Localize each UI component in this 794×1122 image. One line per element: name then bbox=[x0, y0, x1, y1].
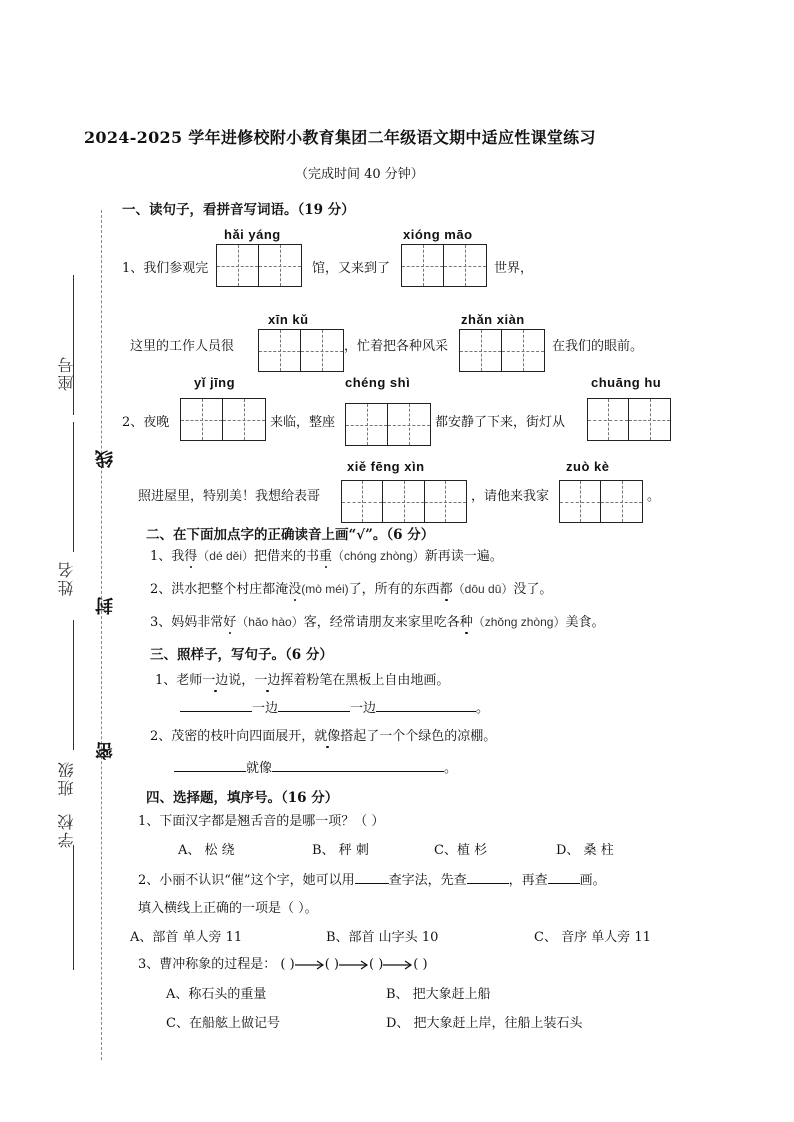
s3-a1-w1: 一边 bbox=[252, 701, 279, 716]
s4-q2-blank2[interactable] bbox=[467, 870, 509, 884]
s4-q1-option-c[interactable]: C、植 杉 bbox=[434, 843, 488, 858]
s4-q2-c: ，再查 bbox=[508, 873, 548, 888]
section-2-heading: 二、在下面加点字的正确读音上画“√”。（6 分） bbox=[146, 527, 435, 543]
s2-q2 bbox=[150, 578, 552, 597]
s3-q1 bbox=[155, 669, 449, 688]
pinyin-chuanghu: chuāng hu bbox=[591, 375, 662, 390]
binding-line-3 bbox=[73, 620, 74, 750]
pinyin-xinku: xīn kǔ bbox=[268, 312, 309, 327]
binding-line-4 bbox=[73, 845, 74, 970]
s4-q3-option-b[interactable]: B、 把大象赶上船 bbox=[386, 987, 491, 1002]
section-4-heading: 四、选择题，填序号。（16 分） bbox=[146, 790, 339, 806]
q2-line2-text-c: 。 bbox=[647, 489, 661, 504]
binding-dashed-line bbox=[101, 210, 102, 1060]
writing-box-chuanghu[interactable] bbox=[587, 398, 671, 441]
s3-a2-blank2[interactable] bbox=[272, 758, 444, 772]
s3-a1-w2: 一边 bbox=[350, 701, 377, 716]
writing-box-xinku[interactable] bbox=[258, 329, 344, 372]
writing-box-zuoke[interactable] bbox=[559, 480, 643, 523]
s4-q3-paren-4[interactable]: ( ) bbox=[413, 957, 428, 972]
s2-q1-c: 新再读一遍。 bbox=[424, 549, 503, 564]
s4-q2-option-c[interactable]: C、 音序 单人旁 11 bbox=[534, 930, 651, 945]
q2-line1-text-c: 都安静了下来，街灯从 bbox=[435, 415, 566, 430]
s4-q2-blank3[interactable] bbox=[548, 870, 580, 884]
s4-q3-paren-1[interactable]: ( ) bbox=[280, 957, 295, 972]
s3-q1-c: 挥着粉笔在黑板上自由地画。 bbox=[280, 673, 450, 688]
s3-a1-blank1[interactable] bbox=[180, 698, 252, 712]
binding-line-1 bbox=[73, 275, 74, 415]
s2-q3-b: 客，经常请朋友来家里吃各 bbox=[303, 615, 460, 630]
s2-q3-py1[interactable]: （hǎo hào） bbox=[236, 615, 304, 629]
s4-q3-option-a[interactable]: A、称石头的重量 bbox=[166, 987, 267, 1002]
s3-q2-b: 搭起了一个个绿色的凉棚。 bbox=[340, 729, 497, 744]
s3-a2-w1: 就像 bbox=[246, 761, 273, 776]
q2-line1-text-b: 来临，整座 bbox=[270, 415, 336, 430]
s3-a1-end: 。 bbox=[476, 701, 490, 716]
s2-q2-dot2: 都 bbox=[439, 582, 453, 597]
school-label: 学校 bbox=[57, 812, 76, 848]
s2-q2-b: 了，所有的东西 bbox=[348, 582, 440, 597]
s4-q1: 1、下面汉字都是翘舌音的是哪一项？（ ） bbox=[138, 814, 385, 829]
binding-line-2 bbox=[73, 422, 74, 552]
s4-q3 bbox=[138, 953, 428, 972]
s2-q1-dot2: 重 bbox=[319, 549, 333, 564]
s4-q2-b: 查字法，先查 bbox=[388, 873, 467, 888]
s4-q1-option-d[interactable]: D、 桑 柱 bbox=[556, 843, 614, 858]
s3-a1-blank3[interactable] bbox=[376, 698, 476, 712]
pinyin-xiongmao: xióng māo bbox=[403, 227, 473, 242]
s2-q3-dot1: 好 bbox=[223, 615, 237, 630]
s4-q3-option-c[interactable]: C、在船舷上做记号 bbox=[166, 1016, 280, 1031]
section-1-heading: 一、读句子，看拼音写词语。（19 分） bbox=[122, 202, 355, 218]
s3-a2-end: 。 bbox=[444, 761, 458, 776]
s4-q2-d: 画。 bbox=[579, 873, 606, 888]
s3-q2-a: 2、茂密的枝叶向四面展开， bbox=[150, 729, 315, 744]
name-label: 姓名 bbox=[57, 560, 76, 596]
s3-a2-blank1[interactable] bbox=[174, 758, 246, 772]
s2-q2-py2[interactable]: （dōu dū） bbox=[452, 582, 514, 596]
s2-q3-c: 美食。 bbox=[565, 615, 605, 630]
writing-box-chengshi[interactable] bbox=[345, 403, 431, 446]
pinyin-haiyang: hǎi yáng bbox=[224, 227, 281, 242]
s4-q3-option-d[interactable]: D、 把大象赶上岸，往船上装石头 bbox=[386, 1016, 583, 1031]
q1-line1-text-c: 世界， bbox=[494, 261, 534, 276]
q2-line2-text-a: 照进屋里，特别美！我想给表哥 bbox=[138, 489, 321, 504]
writing-box-xiefengxin[interactable] bbox=[341, 480, 467, 523]
s2-q1-dot1: 得 bbox=[184, 549, 198, 564]
s2-q3 bbox=[150, 611, 604, 630]
s2-q2-dot1: 没 bbox=[288, 582, 302, 597]
class-label: 班级 bbox=[57, 760, 76, 796]
s3-q1-b: 说， bbox=[228, 673, 255, 688]
s3-q1-d1: 一边 bbox=[202, 673, 229, 688]
q1-line1-text-b: 馆，又来到了 bbox=[312, 261, 391, 276]
binding-mark-secret: 密 bbox=[95, 742, 116, 760]
s3-answer1 bbox=[180, 697, 489, 716]
s3-answer2 bbox=[174, 757, 457, 776]
writing-box-xiongmao[interactable] bbox=[401, 244, 487, 287]
pinyin-xiefengxin: xiě fēng xìn bbox=[347, 459, 425, 474]
time-limit: （完成时间 40 分钟） bbox=[295, 167, 424, 182]
arrow-right-icon bbox=[383, 960, 413, 970]
s3-q1-d2: 一边 bbox=[254, 673, 281, 688]
pinyin-zhanxian: zhǎn xiàn bbox=[461, 312, 525, 327]
s4-q2-option-a[interactable]: A、部首 单人旁 11 bbox=[130, 930, 243, 945]
s4-q3-paren-2[interactable]: ( ) bbox=[324, 957, 339, 972]
pinyin-yijing: yǐ jīng bbox=[194, 375, 236, 390]
s2-q3-dot2: 种 bbox=[459, 615, 473, 630]
s3-q2 bbox=[150, 725, 496, 744]
s4-q2 bbox=[138, 869, 606, 888]
s2-q3-a: 3、妈妈非常 bbox=[150, 615, 224, 630]
s2-q2-py1[interactable]: (mò méi) bbox=[301, 582, 349, 596]
writing-box-zhanxian[interactable] bbox=[459, 329, 545, 372]
s4-q2-a: 2、小丽不认识“催”这个字，她可以用 bbox=[138, 873, 355, 888]
binding-mark-line: 线 bbox=[95, 450, 116, 468]
seat-label: 座号 bbox=[57, 355, 76, 391]
s4-q3-paren-3[interactable]: ( ) bbox=[368, 957, 384, 972]
q2-line1-text-a: 2、夜晚 bbox=[122, 415, 170, 430]
q2-line2-text-b: ，请他来我家 bbox=[471, 489, 550, 504]
page-title: 2024-2025 学年进修校附小教育集团二年级语文期中适应性课堂练习 bbox=[84, 128, 596, 147]
s2-q1-py1[interactable]: （dé děi） bbox=[197, 549, 254, 563]
pinyin-zuoke: zuò kè bbox=[566, 459, 610, 474]
q1-line2-text-a: 这里的工作人员很 bbox=[130, 339, 235, 354]
s2-q2-a: 2、洪水把整个村庄都淹 bbox=[150, 582, 289, 597]
s4-q2-line2: 填入横线上正确的一项是（ ）。 bbox=[138, 901, 318, 916]
pinyin-chengshi: chéng shì bbox=[345, 375, 411, 390]
arrow-right-icon bbox=[339, 960, 369, 970]
s2-q3-py2[interactable]: （zhǒng zhòng） bbox=[472, 615, 566, 629]
s4-q2-option-b[interactable]: B、部首 山字头 10 bbox=[326, 930, 439, 945]
s2-q1 bbox=[150, 545, 503, 564]
s3-a1-blank2[interactable] bbox=[278, 698, 350, 712]
q1-line1-text-a: 1、我们参观完 bbox=[122, 261, 209, 276]
q1-line2-text-c: 在我们的眼前。 bbox=[552, 339, 644, 354]
q1-line2-text-b: ，忙着把各种风采 bbox=[344, 339, 449, 354]
s2-q1-py2[interactable]: （chóng zhòng） bbox=[332, 549, 425, 563]
writing-box-haiyang[interactable] bbox=[216, 244, 302, 287]
binding-mark-seal: 封 bbox=[95, 597, 116, 615]
arrow-right-icon bbox=[295, 960, 325, 970]
s3-q2-d1: 就像 bbox=[314, 729, 341, 744]
s2-q1-b: 把借来的书 bbox=[254, 549, 320, 564]
s4-q3-a: 3、曹冲称象的过程是： bbox=[138, 957, 277, 972]
s4-q1-option-a[interactable]: A、 松 绕 bbox=[178, 843, 235, 858]
section-3-heading: 三、照样子，写句子。（6 分） bbox=[150, 647, 333, 663]
s2-q2-c: 没了。 bbox=[513, 582, 553, 597]
s2-q1-a: 1、我 bbox=[150, 549, 185, 564]
writing-box-yijing[interactable] bbox=[180, 398, 266, 441]
s3-q1-a: 1、老师 bbox=[155, 673, 203, 688]
s4-q1-option-b[interactable]: B、 秤 刺 bbox=[312, 843, 369, 858]
s4-q2-blank1[interactable] bbox=[355, 870, 389, 884]
